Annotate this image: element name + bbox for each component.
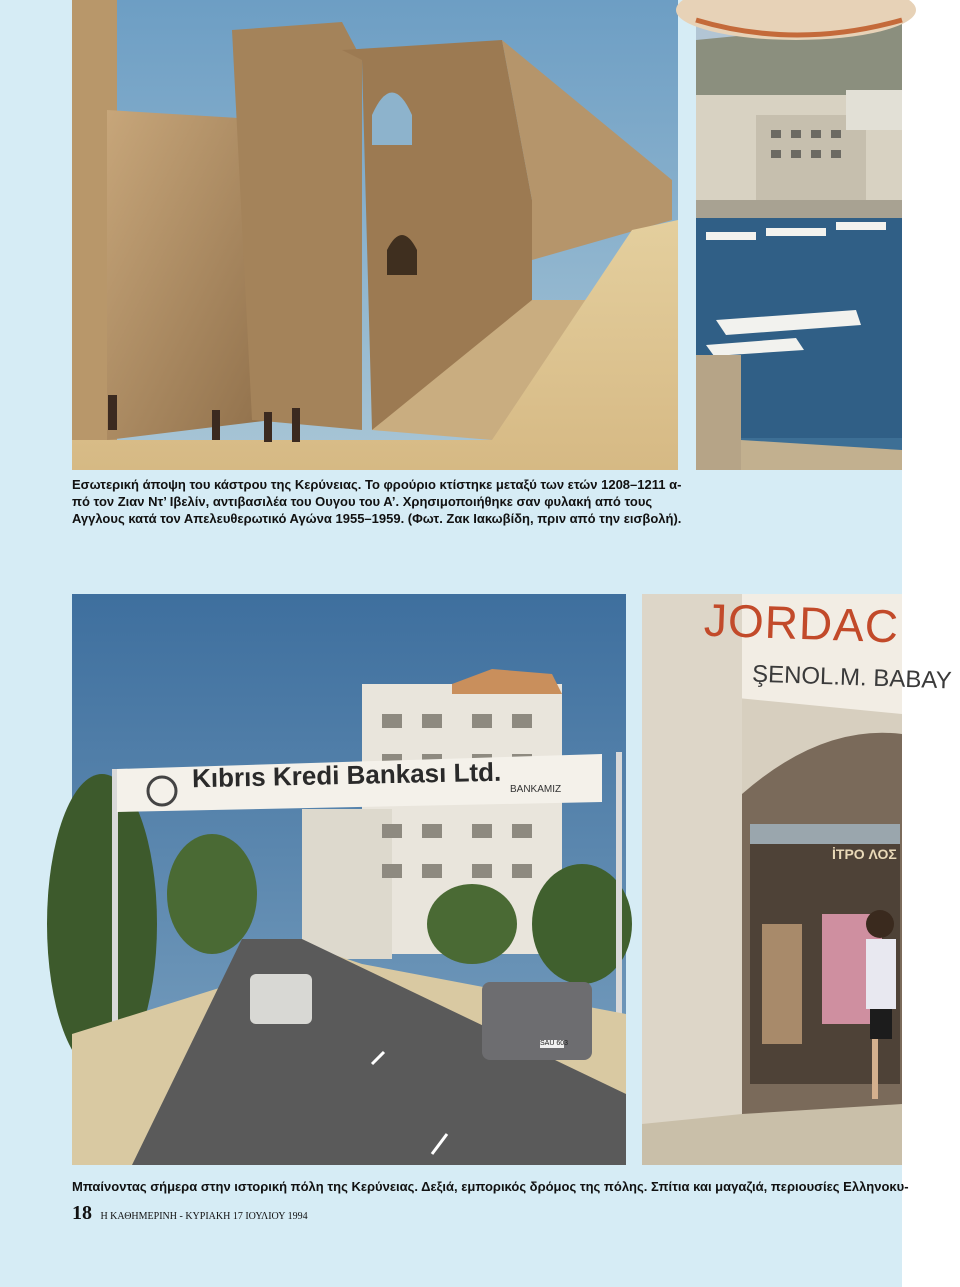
shop-photo [642,593,953,1165]
publication-line: Η ΚΑΘΗΜΕΡΙΝΗ - ΚΥΡΙΑΚΗ 17 ΙΟΥΛΙΟΥ 1994 [100,1211,308,1222]
shop-sign-line1: JORDAC [703,593,900,653]
page-footer [72,1202,308,1225]
bank-banner-text: Kıbrıs Kredi Bankası Ltd. [191,756,502,794]
castle-caption: Εσωτερική άποψη του κάστρου της Κερύνειας. Το φρούριο κτίστηκε μεταξύ των ετών 1208–1211 α-πό τον Ζιαν Ντ’ Ιβελίν, αντιβασιλέα του Ουγου του Α’. Χρησιμοποιήθηκε σαν φυλακή από τους Αγγλους κατά τον Απελευθερωτικό Αγώνα 1955–1959. (Φωτ. Ζακ Ιακωβίδη, πριν από την εισβολή). [72,477,682,526]
shop-sign-line2: ŞENOL.M. BABAY [751,660,953,695]
bank-banner-subtext: BANKAMIZ [510,784,562,795]
harbour-photo [696,0,902,470]
car-plate: SAU 603 [540,1040,569,1047]
page-number: 18 [72,1202,92,1224]
castle-photo [72,0,678,470]
street-caption: Μπαίνοντας σήμερα στην ιστορική πόλη της Κερύνειας. Δεξιά, εμπορικός δρόμος της πόλης. Σπίτια και μαγαζιά, περιουσίες Ελληνοκυ- [72,1179,909,1194]
street-photo [72,594,626,1165]
shop-window-text: İTPO ΛΟΣ [832,846,897,862]
